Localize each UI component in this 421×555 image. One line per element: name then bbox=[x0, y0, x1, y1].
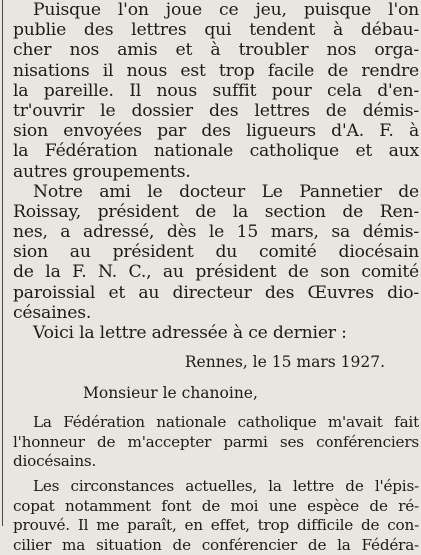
text-line: Roissay, président de la section de Ren- bbox=[13, 201, 419, 222]
text-line: Voici la lettre adressée à ce dernier : bbox=[33, 323, 347, 343]
letter-date: Rennes, le 15 mars 1927. bbox=[184, 353, 385, 372]
text-line: publie des lettres qui tendent à débau- bbox=[13, 20, 419, 41]
text-line: copat notamment font de moi une espèce de ré- bbox=[13, 496, 419, 515]
letter-salutation: Monsieur le chanoine, bbox=[83, 384, 258, 403]
text-line: La Fédération nationale catholique m'avait fait bbox=[33, 413, 419, 432]
text-line: tr'ouvrir le dossier des lettres de démis- bbox=[13, 100, 419, 121]
text-line: de la F. N. C., au président de son comité bbox=[13, 262, 419, 283]
letter-paragraph-2 bbox=[13, 477, 419, 555]
column-rule bbox=[2, 0, 3, 526]
text-line: cher nos amis et à troubler nos orga- bbox=[13, 40, 419, 61]
text-line: la Fédération nationale catholique et aux bbox=[13, 141, 419, 162]
text-line: cilier ma situation de conférencier de la Fédéra- bbox=[13, 535, 419, 554]
text-line: sion au président du comité diocésain bbox=[13, 242, 419, 263]
text-line: sion envoyées par des ligueurs d'A. F. à bbox=[13, 121, 419, 142]
text-line: nes, a adressé, dès le 15 mars, sa démis- bbox=[13, 222, 419, 243]
text-line: diocésains. bbox=[13, 451, 97, 470]
letter-paragraph-1 bbox=[13, 413, 419, 471]
text-line: Puisque l'on joue ce jeu, puisque l'on bbox=[33, 0, 419, 20]
text-line: Notre ami le docteur Le Pannetier de bbox=[33, 181, 419, 202]
article-body bbox=[13, 0, 419, 555]
text-line: autres groupements. bbox=[13, 161, 191, 182]
text-line: paroissial et au directeur des Œuvres dio- bbox=[13, 282, 419, 303]
text-line: césaines. bbox=[13, 302, 92, 323]
text-line: la pareille. Il nous suffit pour cela d'en- bbox=[13, 80, 419, 101]
paragraph-3 bbox=[13, 323, 419, 343]
text-line: l'honneur de m'accepter parmi ses conférenciers bbox=[13, 432, 419, 451]
text-line: Les circonstances actuelles, la lettre de l'épis- bbox=[33, 477, 419, 496]
paragraph-2 bbox=[13, 182, 419, 323]
text-line: nisations il nous est trop facile de rendre bbox=[13, 60, 419, 81]
paragraph-1 bbox=[13, 0, 419, 182]
text-line: prouvé. Il me paraît, en effet, trop difficile de con- bbox=[13, 516, 419, 535]
